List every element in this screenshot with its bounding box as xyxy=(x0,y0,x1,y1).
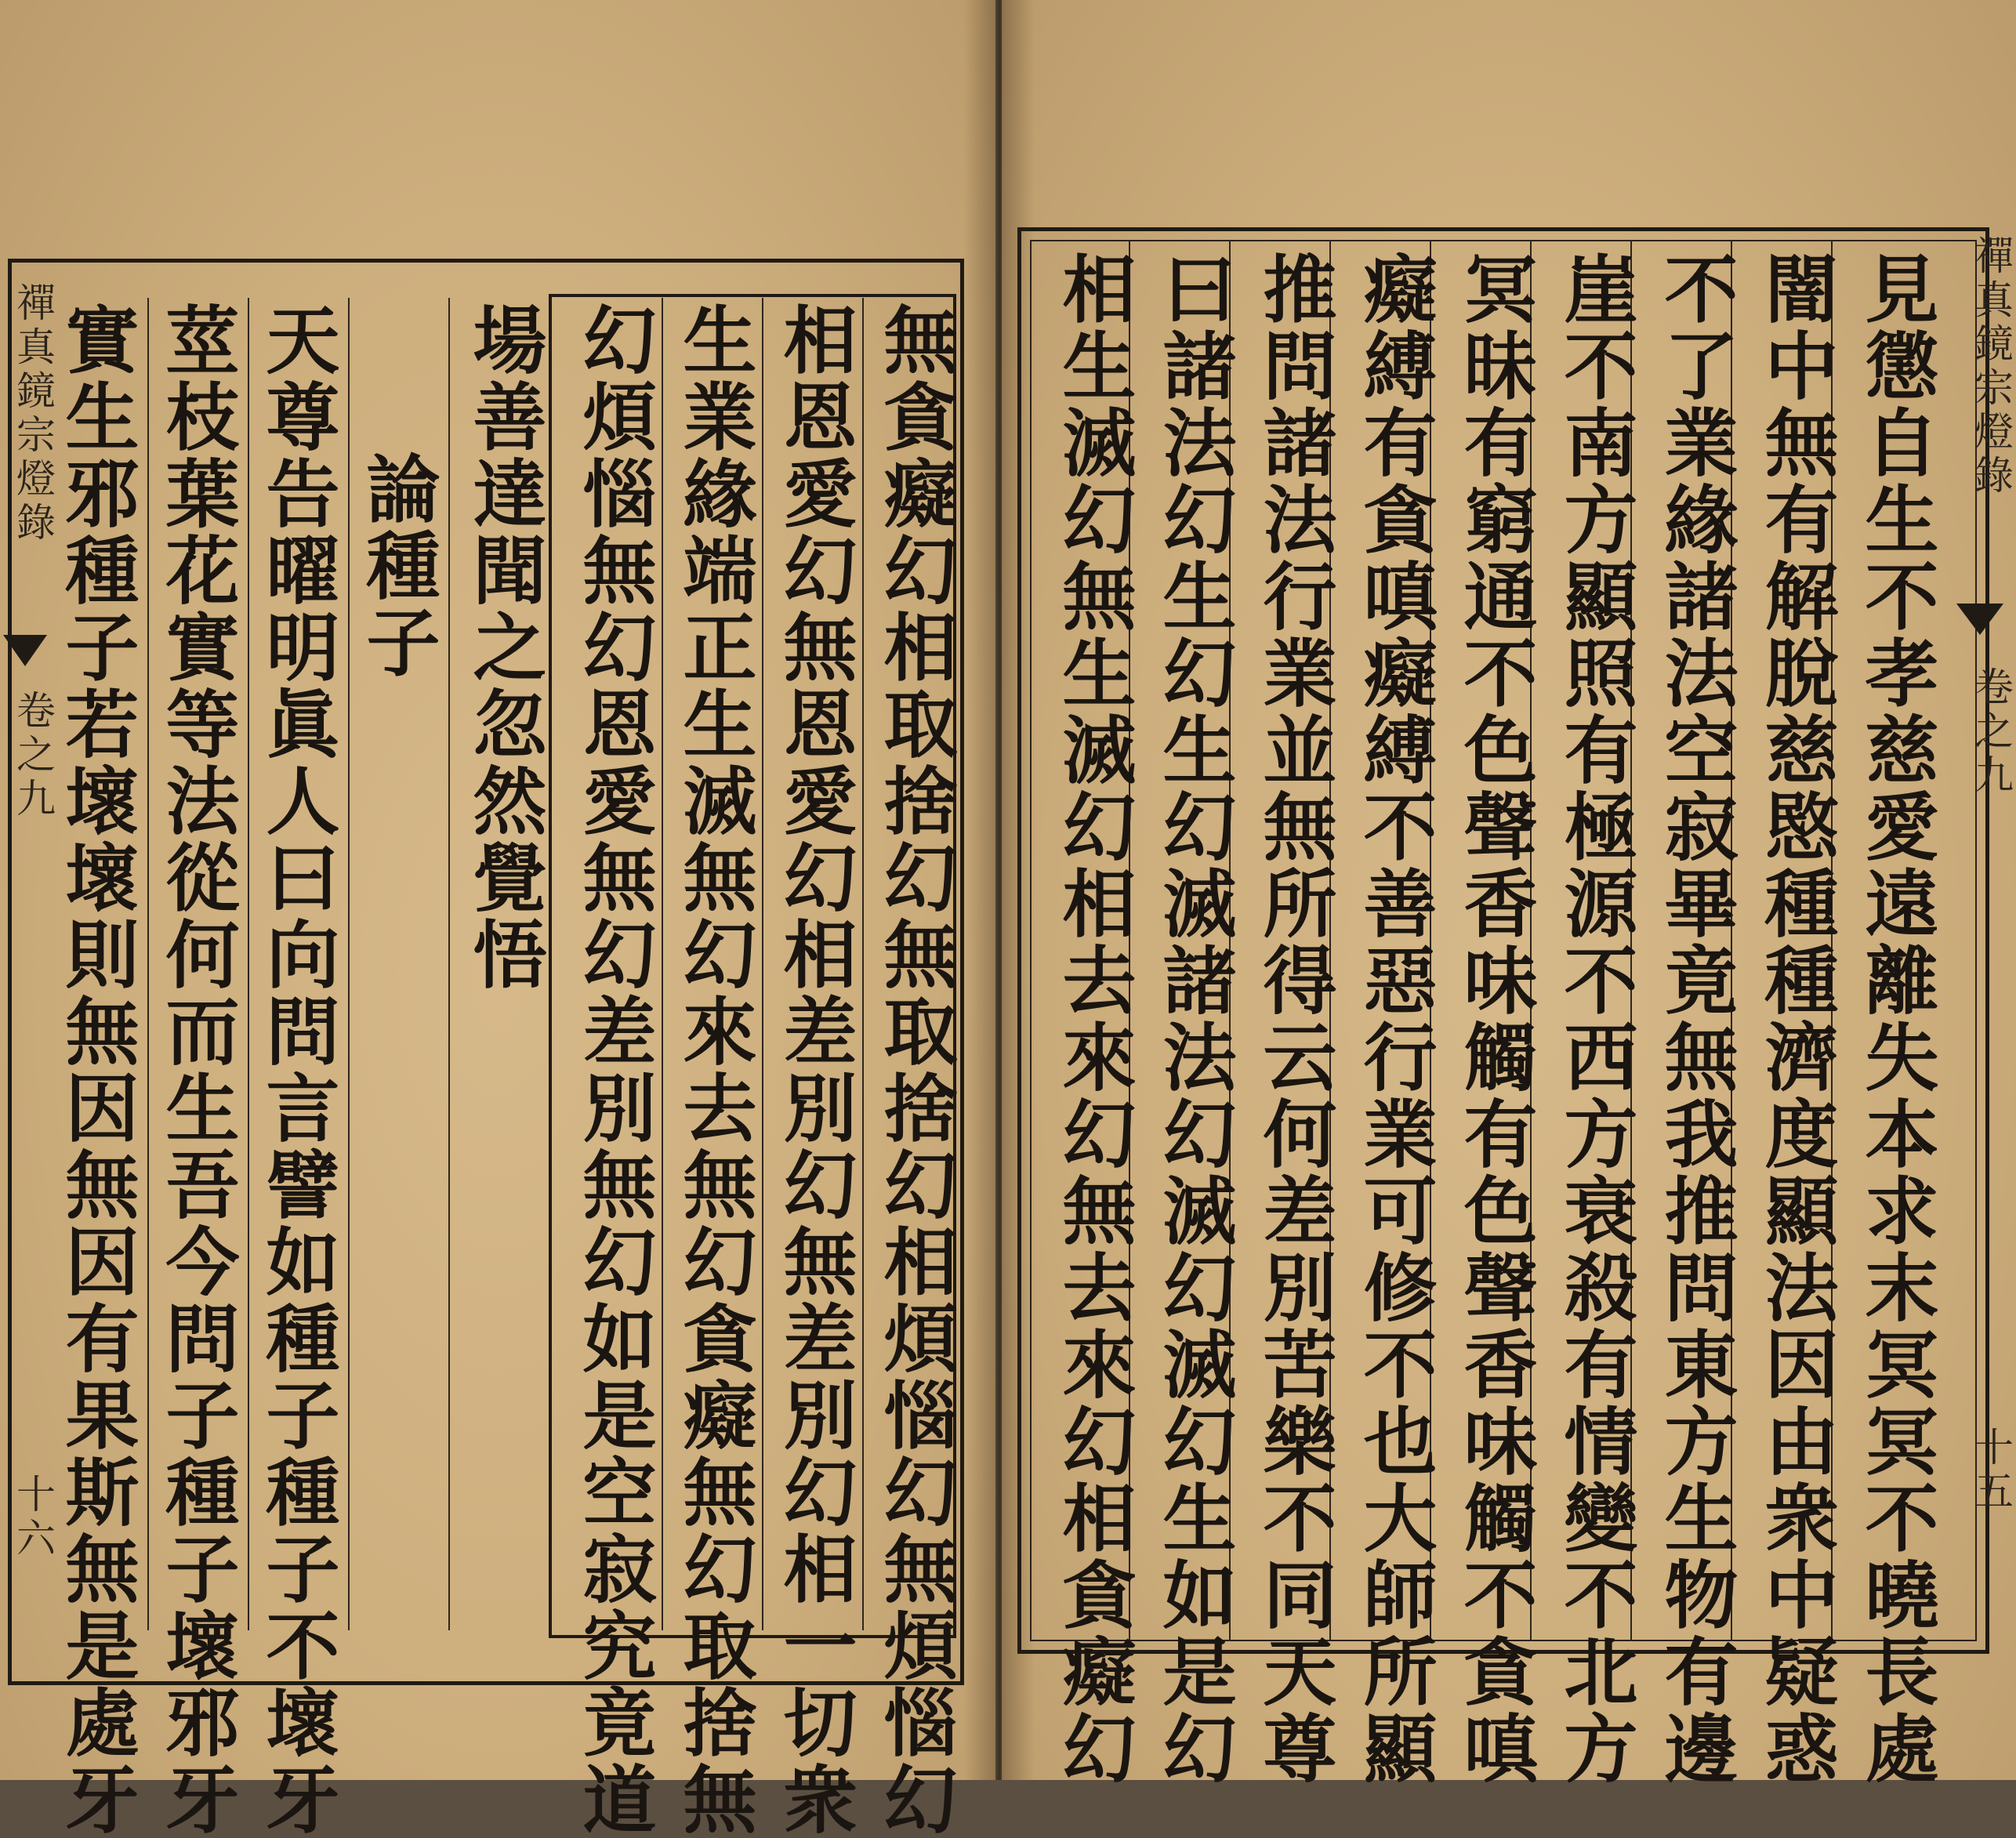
margin-book-title: 禪真鏡宗燈錄 xyxy=(10,282,56,546)
boxed-text-column: 生業緣端正生滅無幻來去無幻貪癡無幻取捨無 xyxy=(670,302,756,1838)
column-rule xyxy=(448,298,450,1630)
margin-folio: 十六 xyxy=(10,1474,56,1561)
text-column: 天尊告曜明眞人曰向問言譬如種子種子不壞牙 xyxy=(253,302,339,1838)
column-rule xyxy=(147,298,149,1630)
margin-volume: 卷之九 xyxy=(10,690,56,821)
text-column: 崖不南方顯照有極源不西方衰殺有情變不北方 xyxy=(1551,251,1637,1787)
column-rule xyxy=(862,298,864,1630)
text-column: 推問諸法行業並無所得云何差別苦樂不同天尊 xyxy=(1250,251,1336,1787)
fish-tail-mark xyxy=(1956,604,2003,635)
text-column: 見懲自生不孝慈愛遠離失本求末冥冥不曉長處 xyxy=(1852,251,1938,1787)
text-column: 不了業緣諸法空寂畢竟無我推問東方生物有邊 xyxy=(1652,251,1738,1787)
text-column: 相生滅幻無生滅幻相去來幻無去來幻相貪癡幻 xyxy=(1050,251,1136,1787)
text-column: 冥昧有窮通不色聲香味觸有色聲香味觸不貪嗔 xyxy=(1451,251,1537,1787)
column-rule xyxy=(348,298,350,1630)
text-column: 癡縛有貪嗔癡縛不善惡行業可修不也大師所顯 xyxy=(1351,251,1437,1787)
book-gutter xyxy=(964,0,1035,1780)
section-heading: 論種子 xyxy=(354,451,440,681)
column-rule xyxy=(662,298,663,1630)
text-column: 實生邪種子若壞壞則無因無因有果斯無是處牙 xyxy=(53,302,139,1838)
margin-volume: 卷之九 xyxy=(1968,666,2014,798)
boxed-text-column: 場善達聞之忽然覺悟 xyxy=(460,302,546,993)
right-page xyxy=(1002,0,2016,1787)
column-rule xyxy=(762,298,763,1630)
text-column: 闇中無有解脫慈愍種種濟度顯法因由衆中疑惑 xyxy=(1752,251,1838,1787)
text-column: 莖枝葉花實等法從何而生吾今問子種子壞邪牙 xyxy=(153,302,239,1838)
column-rule xyxy=(248,298,249,1630)
boxed-text-column: 無貪癡幻相取捨幻無取捨幻相煩惱幻無煩惱幻 xyxy=(871,302,957,1838)
margin-folio: 十五 xyxy=(1968,1427,2014,1514)
left-page xyxy=(0,0,995,1838)
fish-tail-mark xyxy=(3,635,47,666)
margin-book-title: 禪真鏡宗燈錄 xyxy=(1968,235,2014,498)
boxed-text-column: 相恩愛幻無恩愛幻相差別幻無差別幻相一切衆 xyxy=(771,302,857,1838)
text-column: 曰諸法幻生幻生幻滅諸法幻滅幻滅幻生如是幻 xyxy=(1150,251,1236,1787)
boxed-text-column: 幻煩惱無幻恩愛無幻差別無幻如是空寂究竟道 xyxy=(570,302,656,1838)
